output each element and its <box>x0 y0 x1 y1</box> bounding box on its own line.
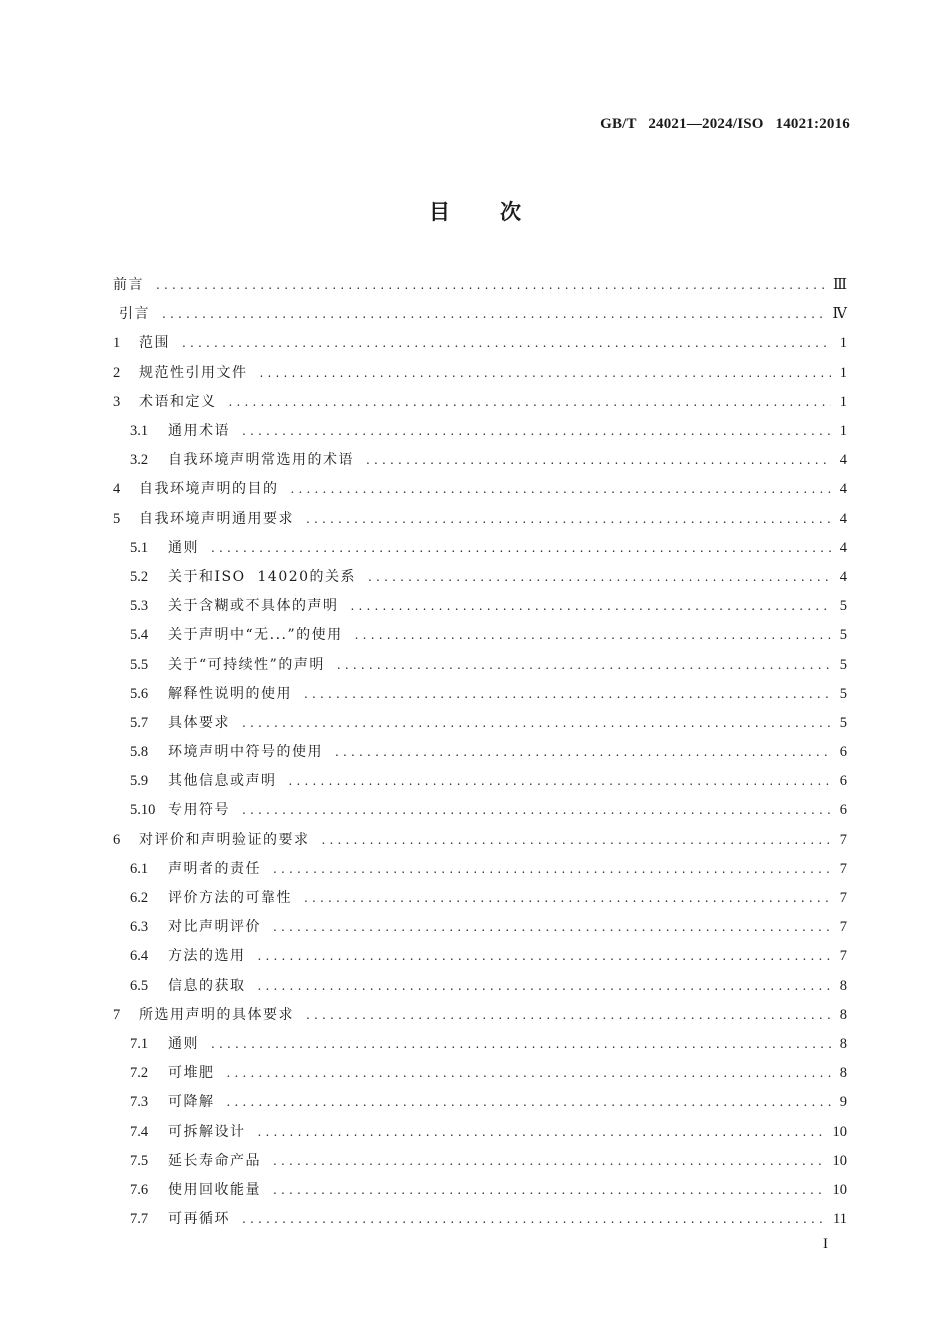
toc-entry-number: 5.3 <box>130 598 149 615</box>
toc-entry-page: 1 <box>839 423 847 440</box>
toc-entry-page: 10 <box>832 1152 847 1169</box>
toc-entry-label: 自我环境声明通用要求 <box>139 510 294 527</box>
toc-entry-number: 6.4 <box>130 948 149 965</box>
toc-dot-leader <box>242 417 831 446</box>
toc-entry-page: 11 <box>833 1211 847 1228</box>
toc-dot-leader <box>182 329 831 358</box>
toc-entry-page: 5 <box>839 656 847 673</box>
toc-entry-page: 10 <box>832 1123 847 1140</box>
toc-entry[interactable] <box>113 534 847 563</box>
toc-entry-number: 6.3 <box>130 919 149 936</box>
toc-entry-number: 5.9 <box>130 773 149 790</box>
toc-dot-leader <box>355 621 831 650</box>
toc-entry-number: 5.7 <box>130 714 149 731</box>
toc-entry-number: 7 <box>113 1006 121 1023</box>
toc-entry-number: 5.5 <box>130 656 149 673</box>
toc-entry-page: 7 <box>839 860 847 877</box>
toc-dot-leader <box>368 563 831 592</box>
toc-entry[interactable] <box>113 650 847 679</box>
toc-entry[interactable] <box>113 1147 847 1176</box>
toc-entry-label: 引言 <box>119 306 150 323</box>
toc-entry-label: 关于含糊或不具体的声明 <box>168 598 339 615</box>
toc-entry[interactable] <box>113 913 847 942</box>
toc-entry-page: 8 <box>839 1006 847 1023</box>
toc-entry-page: 4 <box>839 452 847 469</box>
toc-dot-leader <box>306 1001 831 1030</box>
toc-entry[interactable] <box>113 796 847 825</box>
toc-entry-number: 7.6 <box>130 1181 149 1198</box>
toc-entry-number: 7.3 <box>130 1094 149 1111</box>
toc-entry[interactable] <box>113 1205 847 1234</box>
toc-dot-leader <box>273 1176 827 1205</box>
toc-dot-leader <box>258 1118 827 1147</box>
toc-entry[interactable] <box>113 1030 847 1059</box>
toc-entry-page: 7 <box>839 948 847 965</box>
toc-entry-number: 6.2 <box>130 890 149 907</box>
toc-dot-leader <box>304 884 831 913</box>
toc-entry-page: 8 <box>839 1035 847 1052</box>
toc-entry-label: 可拆解设计 <box>168 1123 246 1140</box>
toc-entry[interactable] <box>113 826 847 855</box>
toc-entry[interactable] <box>113 767 847 796</box>
toc-entry-page: 7 <box>839 919 847 936</box>
toc-entry[interactable] <box>113 563 847 592</box>
toc-entry[interactable] <box>113 738 847 767</box>
toc-entry-number: 7.1 <box>130 1035 149 1052</box>
toc-entry[interactable] <box>113 475 847 504</box>
toc-entry-number: 4 <box>113 481 121 498</box>
toc-entry[interactable] <box>113 1176 847 1205</box>
toc-dot-leader <box>211 534 831 563</box>
toc-entry-page: 4 <box>839 481 847 498</box>
toc-entry-label: 具体要求 <box>168 714 230 731</box>
toc-entry-page: 5 <box>839 598 847 615</box>
toc-entry-page: 5 <box>839 685 847 702</box>
toc-entry-label: 通则 <box>168 1035 199 1052</box>
toc-entry-page: Ⅳ <box>832 306 847 323</box>
toc-entry-label: 环境声明中符号的使用 <box>168 744 323 761</box>
toc-entry-label: 所选用声明的具体要求 <box>139 1006 294 1023</box>
toc-dot-leader <box>242 796 831 825</box>
toc-entry-number: 2 <box>113 364 121 381</box>
toc-entry-number: 5.8 <box>130 744 149 761</box>
toc-dot-leader <box>335 738 831 767</box>
toc-entry-label: 对评价和声明验证的要求 <box>139 831 310 848</box>
toc-entry-number: 5.10 <box>130 802 156 819</box>
toc-entry[interactable] <box>113 388 847 417</box>
toc-entry-page: 7 <box>839 890 847 907</box>
toc-entry[interactable] <box>113 446 847 475</box>
toc-dot-leader <box>337 651 831 680</box>
toc-entry[interactable] <box>113 972 847 1001</box>
page-number: I <box>823 1236 828 1252</box>
toc-entry[interactable] <box>113 1117 847 1146</box>
toc-entry-label: 可降解 <box>168 1094 215 1111</box>
toc-entry-number: 3 <box>113 393 121 410</box>
toc-entry-label: 关于声明中“无...”的使用 <box>168 627 343 644</box>
toc-entry-number: 3.1 <box>130 423 149 440</box>
toc-entry[interactable] <box>113 884 847 913</box>
toc-entry-label: 解释性说明的使用 <box>168 685 292 702</box>
toc-dot-leader <box>366 446 831 475</box>
toc-entry-label: 术语和定义 <box>139 393 217 410</box>
toc-entry-number: 7.7 <box>130 1211 149 1228</box>
toc-entry-page: 6 <box>839 773 847 790</box>
toc-entry-label: 方法的选用 <box>168 948 246 965</box>
toc-entry[interactable] <box>113 592 847 621</box>
toc-dot-leader <box>242 709 831 738</box>
toc-entry-number: 3.2 <box>130 452 149 469</box>
toc-dot-leader <box>156 271 827 300</box>
toc-dot-leader <box>291 475 832 504</box>
toc-dot-leader <box>306 505 831 534</box>
toc-entry-page: 1 <box>839 335 847 352</box>
toc-entry[interactable] <box>113 417 847 446</box>
toc-entry-number: 7.5 <box>130 1152 149 1169</box>
toc-entry-number: 7.4 <box>130 1123 149 1140</box>
toc-entry-label: 专用符号 <box>168 802 230 819</box>
toc-dot-leader <box>242 1205 827 1234</box>
toc-entry-label: 前言 <box>113 277 144 294</box>
toc-entry[interactable] <box>113 1088 847 1117</box>
toc-entry-number: 1 <box>113 335 121 352</box>
toc-entry-label: 使用回收能量 <box>168 1181 261 1198</box>
toc-entry[interactable] <box>113 709 847 738</box>
toc-entry-label: 延长寿命产品 <box>168 1152 261 1169</box>
toc-entry-label: 可再循环 <box>168 1211 230 1228</box>
toc-entry-label: 范围 <box>139 335 170 352</box>
table-of-contents <box>113 271 847 1234</box>
toc-dot-leader <box>227 1059 832 1088</box>
toc-entry-label: 声明者的责任 <box>168 860 261 877</box>
toc-entry[interactable] <box>113 505 847 534</box>
toc-entry-page: 1 <box>839 393 847 410</box>
toc-entry-page: 8 <box>839 977 847 994</box>
toc-entry-number: 7.2 <box>130 1065 149 1082</box>
toc-entry-page: 4 <box>839 510 847 527</box>
toc-entry-page: 1 <box>839 364 847 381</box>
toc-entry-label: 关于“可持续性”的声明 <box>168 656 325 673</box>
toc-entry-label: 可堆肥 <box>168 1065 215 1082</box>
toc-entry-number: 5.1 <box>130 539 149 556</box>
toc-entry[interactable] <box>113 300 847 329</box>
toc-entry-label: 自我环境声明的目的 <box>139 481 279 498</box>
toc-entry-label: 评价方法的可靠性 <box>168 890 292 907</box>
toc-dot-leader <box>258 942 832 971</box>
toc-entry-number: 6 <box>113 831 121 848</box>
toc-entry-number: 5.2 <box>130 568 149 585</box>
toc-dot-leader <box>162 300 827 329</box>
toc-entry-number: 5.4 <box>130 627 149 644</box>
toc-entry-number: 6.1 <box>130 860 149 877</box>
toc-entry-page: 5 <box>839 627 847 644</box>
toc-entry-label: 自我环境声明常选用的术语 <box>168 452 354 469</box>
toc-entry-page: 8 <box>839 1065 847 1082</box>
toc-entry-label: 对比声明评价 <box>168 919 261 936</box>
toc-entry-page: 7 <box>839 831 847 848</box>
toc-entry-label: 通用术语 <box>168 423 230 440</box>
toc-dot-leader <box>211 1030 831 1059</box>
toc-dot-leader <box>227 1088 832 1117</box>
toc-entry[interactable] <box>113 855 847 884</box>
toc-entry-page: 6 <box>839 802 847 819</box>
toc-entry[interactable] <box>113 942 847 971</box>
toc-entry-page: Ⅲ <box>833 277 847 294</box>
toc-dot-leader <box>260 359 832 388</box>
toc-entry[interactable] <box>113 1059 847 1088</box>
toc-entry-label: 通则 <box>168 539 199 556</box>
toc-entry-label: 其他信息或声明 <box>168 773 277 790</box>
toc-entry-label: 规范性引用文件 <box>139 364 248 381</box>
toc-entry[interactable] <box>113 329 847 358</box>
toc-entry[interactable] <box>113 621 847 650</box>
toc-dot-leader <box>229 388 832 417</box>
toc-entry-page: 4 <box>839 539 847 556</box>
toc-entry-page: 5 <box>839 714 847 731</box>
toc-entry-number: 5.6 <box>130 685 149 702</box>
toc-dot-leader <box>273 855 831 884</box>
toc-dot-leader <box>304 680 831 709</box>
toc-dot-leader <box>258 972 832 1001</box>
standard-code: GB/T 24021—2024/ISO 14021:2016 <box>600 116 850 132</box>
toc-dot-leader <box>322 826 832 855</box>
toc-entry-page: 6 <box>839 744 847 761</box>
toc-entry[interactable] <box>113 680 847 709</box>
toc-dot-leader <box>289 767 832 796</box>
toc-entry-number: 6.5 <box>130 977 149 994</box>
toc-entry-page: 4 <box>839 568 847 585</box>
toc-entry-label: 关于和ISO 14020的关系 <box>168 568 357 585</box>
toc-entry-page: 9 <box>839 1094 847 1111</box>
toc-dot-leader <box>273 1147 827 1176</box>
toc-dot-leader <box>273 913 831 942</box>
toc-dot-leader <box>351 592 832 621</box>
toc-title-char-2: 次 <box>500 200 521 224</box>
toc-title-char-1: 目 <box>429 200 450 224</box>
toc-entry[interactable] <box>113 271 847 300</box>
toc-entry[interactable] <box>113 359 847 388</box>
toc-entry-label: 信息的获取 <box>168 977 246 994</box>
toc-title <box>0 196 950 226</box>
toc-entry[interactable] <box>113 1001 847 1030</box>
toc-entry-number: 5 <box>113 510 121 527</box>
toc-entry-page: 10 <box>832 1181 847 1198</box>
